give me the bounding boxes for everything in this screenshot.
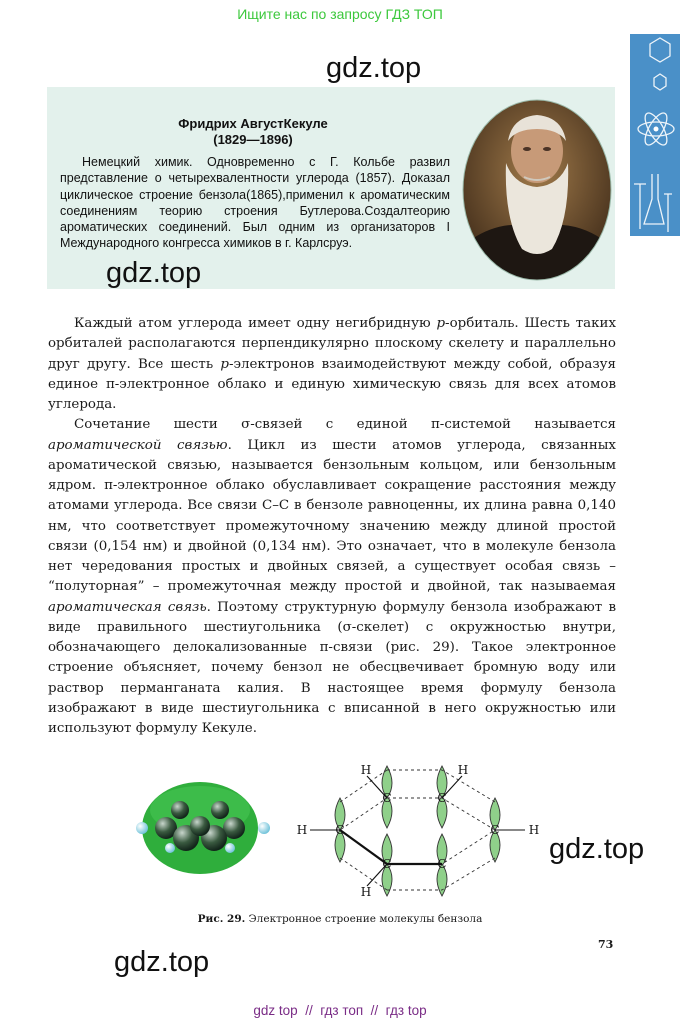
caption-text: Электронное строение молекулы бензола (245, 913, 483, 925)
watermark: gdz.top (326, 52, 422, 84)
biography-name: Фридрих АвгустКекуле (178, 116, 328, 131)
biography-title (47, 116, 459, 148)
search-banner: Ищите нас по запросу ГДЗ ТОП (237, 6, 443, 22)
atom-label: C (490, 823, 500, 837)
atom-label: C (437, 857, 447, 871)
main-text (48, 314, 616, 739)
biography-text (60, 154, 450, 252)
space-filling-model (136, 782, 270, 874)
figure-caption (0, 913, 680, 925)
paragraph: Сочетание шести σ-связей с единой π-системой называется ароматической связью. Цикл из шести атомов углерода, связанных ароматической связью, называется бензольным кольцом, или бензольным ядром. π-электронное облако обуславливает сокращение расстояния между атомами углерода. Все связи С–С в бензоле равноценны, их длина равна 0,140 нм, что соответствует промежуточному значению между длиной простой связи (0,154 нм) и двойной (0,134 нм). Это означает, что в молекуле бензола нет чередования простых и двойных связей, а существует особая связь – “полуторная” – промежуточная между простой и двойной, так называемая ароматическая связь. Поэтому структурную формулу бензола изображают в виде правильного шестиугольника (σ-скелет) с окружностью внутри, обозначающего делокализованные π-связи (рис. 29). Такое электронное строение объясняет, почему бензол не обесцвечивает бромную воду или раствор перманганата калия. В настоящее время формулу бензола изображают в виде шестиугольника с вписанной в него окружностью или используют формулу Кекуле. (48, 417, 616, 736)
chemistry-decoration (630, 34, 680, 236)
atom-label: H (360, 885, 372, 899)
paragraph: Каждый атом углерода имеет одну негибридную p-орбиталь. Шесть таких орбиталей располагаются перпендикулярно плоскому скелету и параллельно друг другу. Все шесть p-электронов взаимодействуют между собой, образуя единое π-электронное облако и единую химическую связь для всех атомов углерода. (48, 316, 616, 412)
biography-paragraph: Немецкий химик. Одновременно с Г. Кольбе развил представление о четырехвалентности углерода (1857). Доказал циклическое строение бензола(1865),применил к ароматическим соединениям теорию строения Бутлерова.Создалтеорию ароматических соединений. Был одним из организаторов I Международного конгресса химиков в г. Карлсруэ. (60, 155, 450, 251)
biography-years: (1829—1896) (213, 132, 293, 147)
page-number: 73 (598, 938, 614, 951)
atom-label: C (335, 823, 345, 837)
atom-label: H (296, 823, 308, 837)
footer-links: gdz top // гдз топ // гдз top (253, 1003, 427, 1018)
atom-label: C (437, 791, 447, 805)
figure-benzene (130, 760, 560, 910)
kekule-portrait (462, 99, 612, 281)
watermark: gdz.top (106, 257, 202, 289)
atom-label: H (360, 763, 372, 777)
atom-label: H (457, 763, 469, 777)
atom-label: H (528, 823, 540, 837)
watermark: gdz.top (114, 946, 210, 978)
atom-label: C (382, 857, 392, 871)
atom-label: C (382, 791, 392, 805)
caption-label: Рис. 29. (197, 913, 246, 925)
watermark: gdz.top (549, 833, 645, 865)
